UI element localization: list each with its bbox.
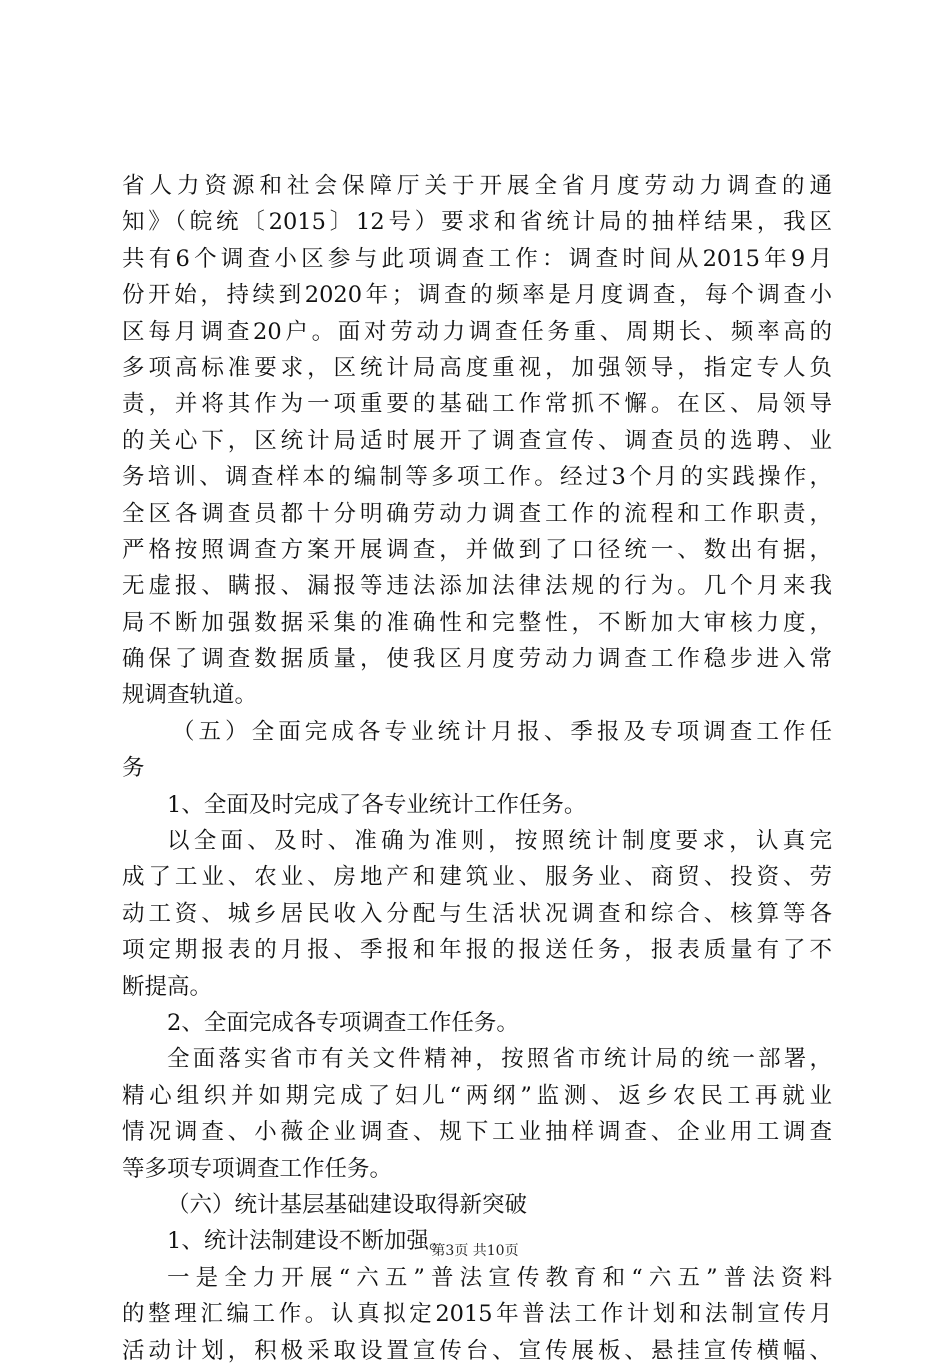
text-line: 断提高。 [122,973,213,1000]
subsection-heading: 2、全面完成各专项调查工作任务。 [167,1009,519,1036]
text-line: 情况调查、小薇企业调查、规下工业抽样调查、企业用工调查 [122,1119,832,1146]
subsection-heading: 1、统计法制建设不断加强。 [167,1228,452,1255]
text-line: 精心组织并如期完成了妇儿“两纲”监测、返乡农民工再就业 [122,1082,832,1109]
text-line: 全区各调查员都十分明确劳动力调查工作的流程和工作职责， [122,500,832,527]
text-line: 的关心下，区统计局适时展开了调查宣传、调查员的选聘、业 [122,427,832,454]
text-line: 等多项专项调查工作任务。 [122,1155,393,1182]
text-line: 份开始，持续到2020年；调查的频率是月度调查，每个调查小 [122,282,832,309]
text-line: 全面落实省市有关文件精神，按照省市统计局的统一部署， [167,1046,832,1073]
text-line: 区每月调查20户。面对劳动力调查任务重、周期长、频率高的 [122,318,832,345]
text-line: 成了工业、农业、房地产和建筑业、服务业、商贸、投资、劳 [122,864,832,891]
page-footer [0,1241,950,1261]
section-heading: （五）全面完成各专业统计月报、季报及专项调查工作任 [172,718,832,745]
text-line: 多项高标准要求，区统计局高度重视，加强领导，指定专人负 [122,354,832,381]
text-line: 严格按照调查方案开展调查，并做到了口径统一、数出有据， [122,536,832,563]
text-line: 共有6个调查小区参与此项调查工作：调查时间从2015年9月 [122,245,832,272]
section-heading: （六）统计基层基础建设取得新突破 [167,1191,528,1218]
text-line: 动工资、城乡居民收入分配与生活状况调查和综合、核算等各 [122,900,832,927]
text-line: 规调查轨道。 [122,682,258,709]
text-line: 确保了调查数据质量，使我区月度劳动力调查工作稳步进入常 [122,646,832,673]
text-line: 以全面、及时、准确为准则，按照统计制度要求，认真完 [167,828,832,855]
text-line: 无虚报、瞒报、漏报等违法添加法律法规的行为。几个月来我 [122,573,832,600]
text-line: 知》（皖统〔2015〕12号）要求和省统计局的抽样结果，我区 [122,209,832,236]
text-line: 一是全力开展“六五”普法宣传教育和“六五”普法资料 [167,1264,832,1291]
text-line: 局不断加强数据采集的准确性和完整性，不断加大审核力度， [122,609,832,636]
subsection-heading: 1、全面及时完成了各专业统计工作任务。 [167,791,587,818]
text-line: 省人力资源和社会保障厅关于开展全省月度劳动力调查的通 [122,173,832,199]
section-heading-cont: 务 [122,755,145,782]
body-text [122,168,832,1369]
page-number-label: 第3页 共10页 [431,1243,519,1259]
text-line: 活动计划，积极采取设置宣传台、宣传展板、悬挂宣传横幅、 [122,1337,832,1364]
text-line: 项定期报表的月报、季报和年报的报送任务，报表质量有了不 [122,937,832,964]
text-line: 务培训、调查样本的编制等多项工作。经过3个月的实践操作， [122,464,832,491]
text-line: 的整理汇编工作。认真拟定2015年普法工作计划和法制宣传月 [122,1301,832,1328]
text-line: 责，并将其作为一项重要的基础工作常抓不懈。在区、局领导 [122,391,832,418]
